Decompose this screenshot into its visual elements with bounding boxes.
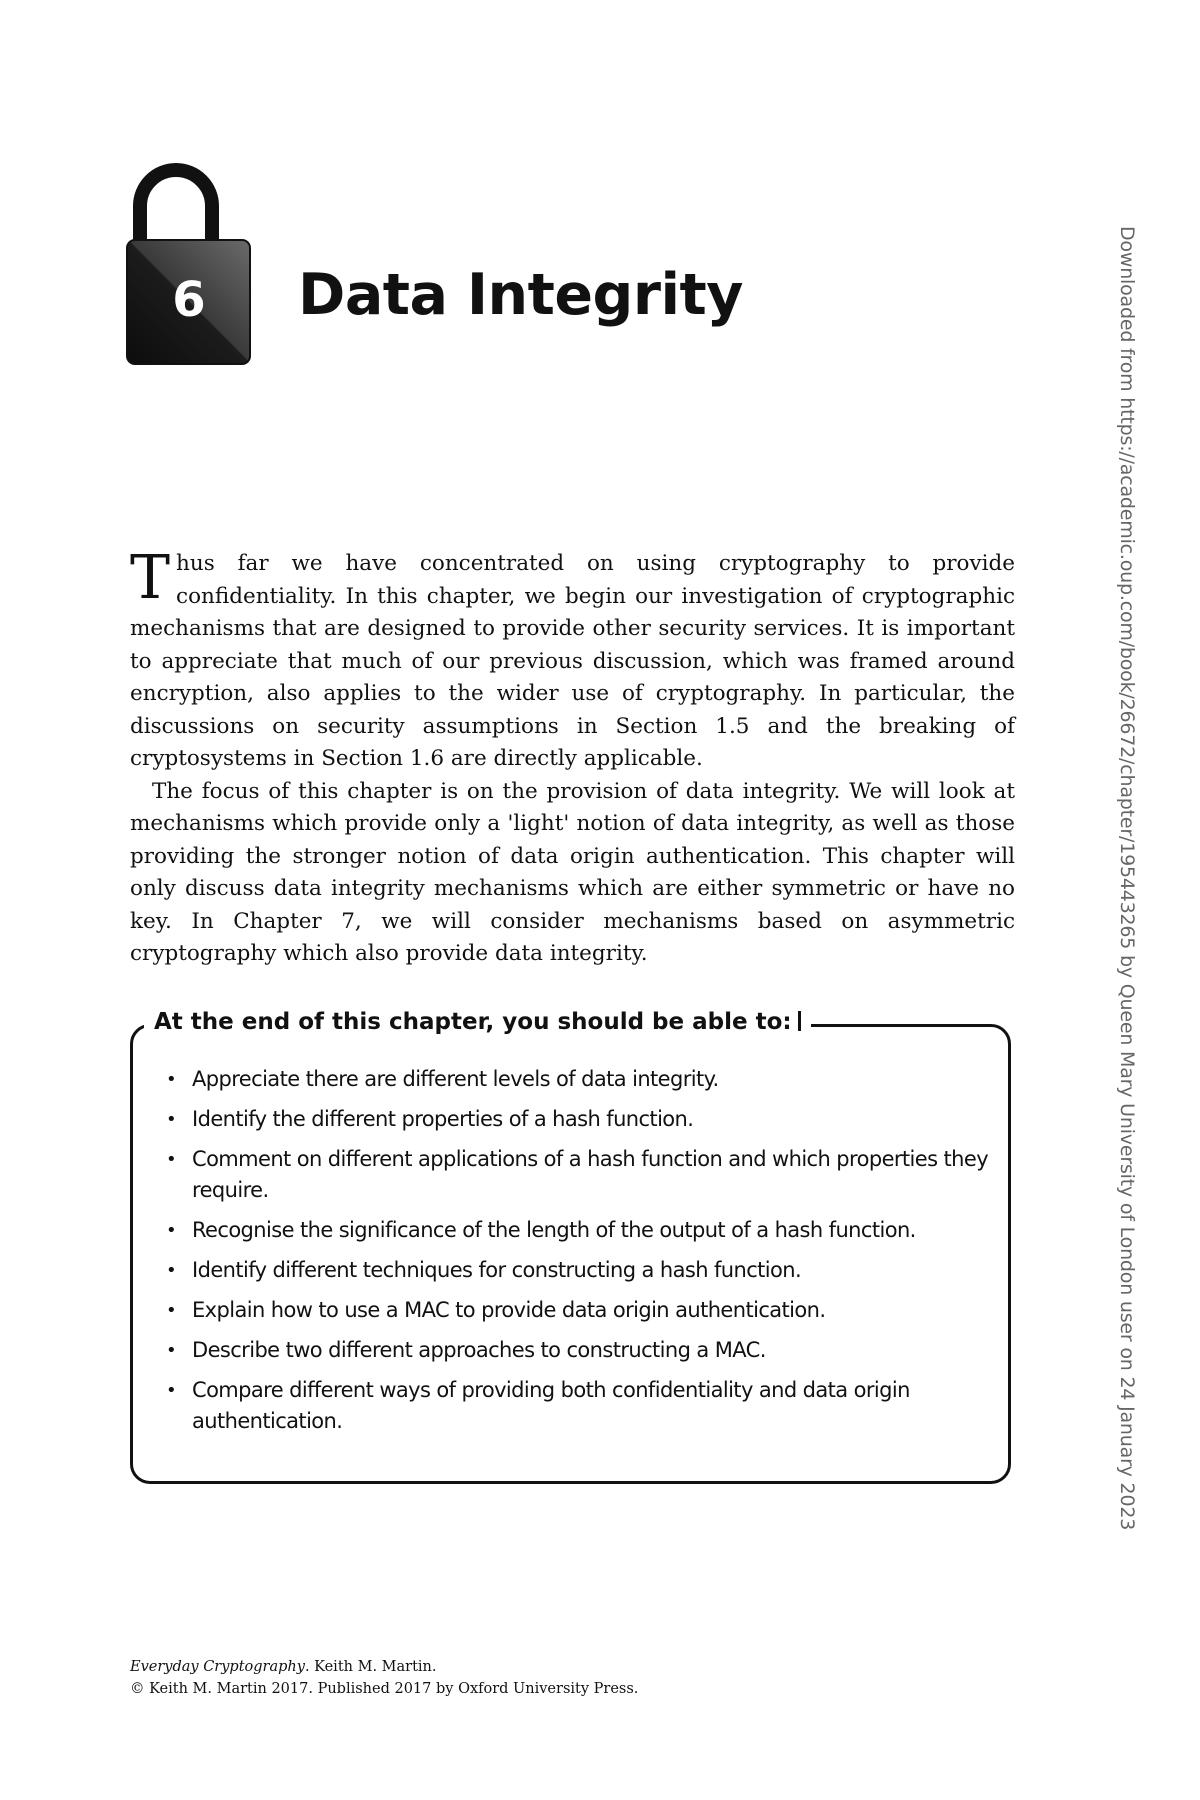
download-notice: Downloaded from https://academic.oup.com/book/26672/chapter/195443265 by Queen Mary University of London user on 24 January 2023 xyxy=(1116,226,1138,1531)
objective-item xyxy=(166,1104,994,1135)
title-rule-end xyxy=(798,1011,801,1031)
objective-item xyxy=(166,1335,994,1366)
objective-item xyxy=(166,1255,994,1286)
objective-item xyxy=(166,1295,994,1326)
bullet: • xyxy=(166,1380,177,1401)
bullet: • xyxy=(166,1069,177,1090)
intro-paragraph-1-text: hus far we have concentrated on using cryptography to provide confidentiality. In this chapter, we begin our investigation of cryptographic mechanisms that are designed to provide other security services. It is important to appreciate that much of our previous discussion, which was framed around encryption, also applies to the wider use of cryptography. In particular, the discussions on security assumptions in Section 1.5 and the breaking of cryptosystems in Section 1.6 are directly applicable. xyxy=(130,551,1015,771)
objective-text: Describe two different approaches to constructing a MAC. xyxy=(192,1338,766,1362)
chapter-title: Data Integrity xyxy=(298,262,743,328)
objective-text: Explain how to use a MAC to provide data origin authentication. xyxy=(192,1298,826,1322)
chapter-number: 6 xyxy=(172,272,206,328)
bullet: • xyxy=(166,1109,177,1130)
learning-objectives-title-text: At the end of this chapter, you should be able to: xyxy=(154,1009,792,1035)
drop-cap: T xyxy=(130,543,171,613)
objective-item xyxy=(166,1215,994,1246)
objective-text: Compare different ways of providing both confidentiality and data origin authentication. xyxy=(192,1378,910,1433)
bullet: • xyxy=(166,1260,177,1281)
citation-line xyxy=(130,1656,638,1678)
objective-text: Appreciate there are different levels of data integrity. xyxy=(192,1067,719,1091)
objective-item xyxy=(166,1144,994,1206)
objective-item xyxy=(166,1375,994,1437)
objective-text: Comment on different applications of a hash function and which properties they require. xyxy=(192,1147,989,1202)
intro-text xyxy=(130,543,1015,971)
bullet: • xyxy=(166,1149,177,1170)
objective-item xyxy=(166,1064,994,1095)
learning-objectives-list xyxy=(166,1064,994,1446)
objective-text: Recognise the significance of the length of the output of a hash function. xyxy=(192,1218,916,1242)
learning-objectives-title xyxy=(144,1004,811,1040)
objective-text: Identify different techniques for constructing a hash function. xyxy=(192,1258,802,1282)
author-line: . Keith M. Martin. xyxy=(304,1659,437,1675)
page-footer xyxy=(130,1656,638,1700)
copyright-line: © Keith M. Martin 2017. Published 2017 by Oxford University Press. xyxy=(130,1681,639,1697)
intro-paragraph-1 xyxy=(130,543,1015,776)
book-title: Everyday Cryptography xyxy=(130,1659,305,1675)
bullet: • xyxy=(166,1340,177,1361)
objective-text: Identify the different properties of a hash function. xyxy=(192,1107,694,1131)
padlock-icon xyxy=(126,160,254,366)
bullet: • xyxy=(166,1300,177,1321)
intro-paragraph-2: The focus of this chapter is on the provision of data integrity. We will look at mechanisms which provide only a 'light' notion of data integrity, as well as those providing the stronger notion of data origin authentication. This chapter will only discuss data integrity mechanisms which are either symmetric or have no key. In Chapter 7, we will consider mechanisms based on asymmetric cryptography which also provide data integrity. xyxy=(130,778,1015,966)
bullet: • xyxy=(166,1220,177,1241)
